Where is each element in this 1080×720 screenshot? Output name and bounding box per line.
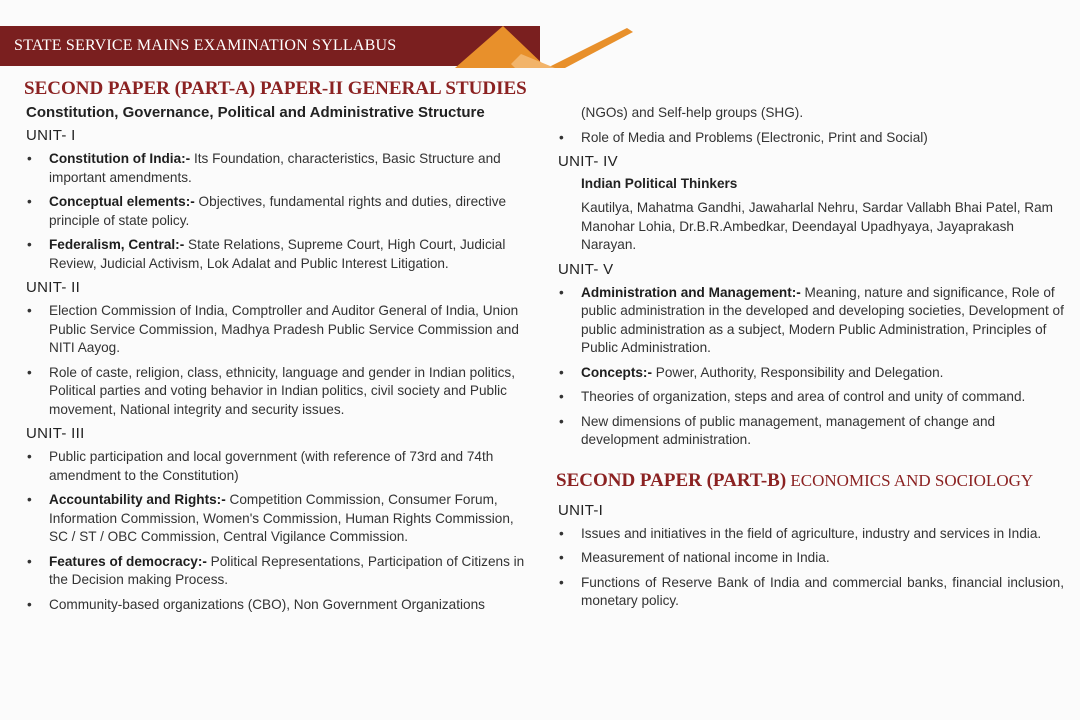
unit-3-continuation: (NGOs) and Self-help groups (SHG). xyxy=(581,105,804,120)
list-item: • Concepts:- Power, Authority, Responsibility and Delegation. xyxy=(559,364,944,380)
left-column xyxy=(24,78,534,620)
list-item: • Measurement of national income in India. xyxy=(559,550,830,565)
orange-triangle-decoration xyxy=(455,24,635,70)
list-item: • Issues and initiatives in the field of agriculture, industry and services in India. xyxy=(559,525,1042,541)
list-item: • New dimensions of public management, management of change and development administration. xyxy=(559,413,996,447)
paper-a-subject: Constitution, Governance, Political and Administrative Structure xyxy=(26,104,485,121)
unit-5-list xyxy=(556,284,1064,450)
list-item: • Conceptual elements:- Objectives, fundamental rights and duties, directive principle of state policy. xyxy=(27,194,507,228)
list-item: • Theories of organization, steps and area of control and unity of command. xyxy=(559,389,1026,404)
paper-b-unit-1-heading: UNIT-I xyxy=(558,501,604,519)
list-item: • Administration and Management:- Meaning, nature and significance, Role of public administration in the developed and developing societies, Development of public administration as a subject, Modern Public Administration, Principles of Public Administration. xyxy=(559,284,1064,355)
unit-2-heading: UNIT- II xyxy=(26,279,81,296)
unit-2-list xyxy=(24,302,534,419)
unit-5-heading: UNIT- V xyxy=(558,260,614,278)
list-item: • Role of caste, religion, class, ethnicity, language and gender in Indian politics, Political parties and voting behavior in Indian politics, civil society and Public movement, National integrity and security issues. xyxy=(27,364,515,417)
right-column xyxy=(556,104,1064,617)
unit-1-list xyxy=(24,150,534,273)
banner-title: STATE SERVICE MAINS EXAMINATION SYLLABUS xyxy=(14,37,397,54)
unit-3-heading: UNIT- III xyxy=(26,425,85,442)
list-item: • Federalism, Central:- State Relations, Supreme Court, High Court, Judicial Review, Judicial Activism, Lok Adalat and Public Interest Litigation. xyxy=(27,237,506,271)
paper-b-title: SECOND PAPER (PART-B) ECONOMICS AND SOCIOLOGY xyxy=(556,469,1034,491)
unit-4-heading: UNIT- IV xyxy=(558,153,618,170)
paper-b-unit-1-list xyxy=(556,525,1064,611)
unit-3-list xyxy=(24,448,534,614)
unit-3-list-continued xyxy=(556,129,1064,148)
unit-4-text: Kautilya, Mahatma Gandhi, Jawaharlal Nehru, Sardar Vallabh Bhai Patel, Ram Manohar Lohia, Dr.B.R.Ambedkar, Deendayal Upadhyaya, Jayaprakash Narayan. xyxy=(581,200,1053,252)
list-item: • Public participation and local government (with reference of 73rd and 74th amendment to the Constitution) xyxy=(27,449,494,483)
list-item: • Election Commission of India, Comptroller and Auditor General of India, Union Public Service Commission, Madhya Pradesh Public Service Commission and NITI Aayog. xyxy=(27,303,519,355)
unit-1-heading: UNIT- I xyxy=(26,127,76,144)
list-item: • Role of Media and Problems (Electronic, Print and Social) xyxy=(559,129,928,145)
list-item: • Constitution of India:- Its Foundation, characteristics, Basic Structure and important amendments. xyxy=(27,151,501,185)
list-item: • Community-based organizations (CBO), Non Government Organizations xyxy=(27,596,485,612)
paper-a-title: SECOND PAPER (PART-A) PAPER-II GENERAL STUDIES xyxy=(24,78,527,99)
unit-4-subheading: Indian Political Thinkers xyxy=(581,176,738,191)
list-item: • Accountability and Rights:- Competition Commission, Consumer Forum, Information Commission, Women's Commission, Human Rights Commission, SC / ST / OBC Commission, Central Vigilance Commission. xyxy=(27,492,514,544)
list-item: • Functions of Reserve Bank of India and commercial banks, financial inclusion, monetary policy. xyxy=(559,574,1064,608)
list-item: • Features of democracy:- Political Representations, Participation of Citizens in the Decision making Process. xyxy=(27,553,525,587)
